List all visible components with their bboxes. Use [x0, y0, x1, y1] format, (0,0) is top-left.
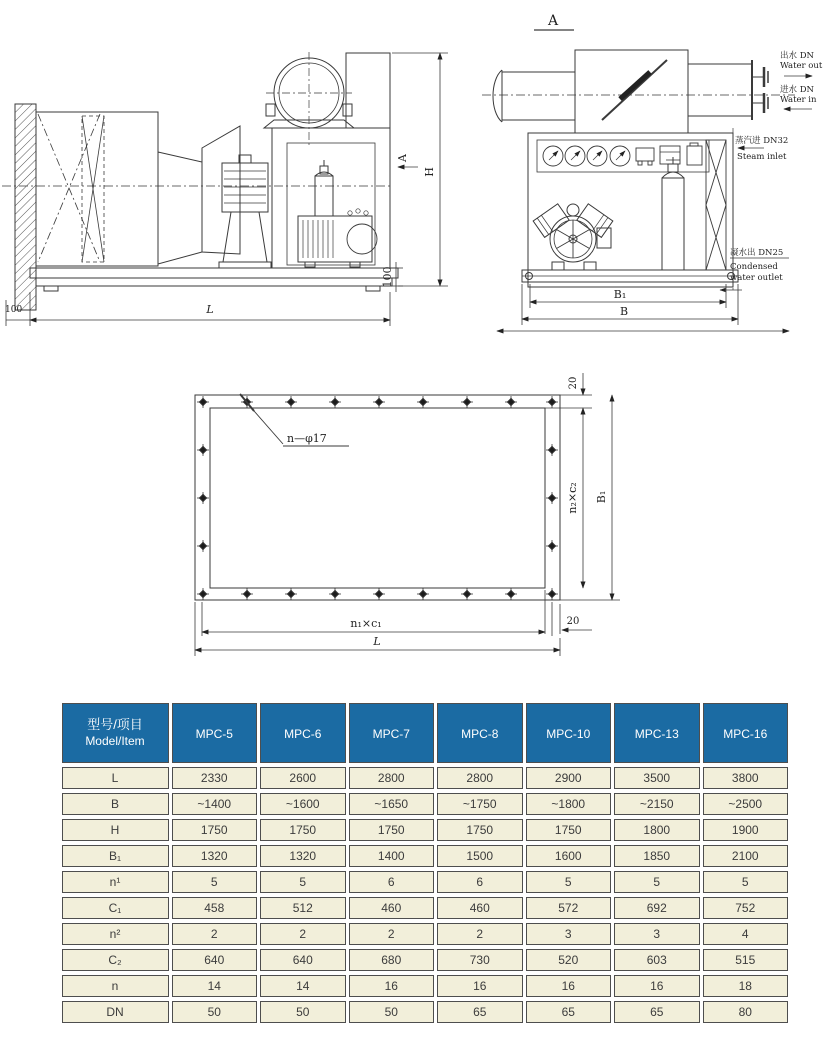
compressor-side — [298, 160, 377, 267]
fan-inlet — [264, 52, 354, 146]
table-cell: 2800 — [437, 767, 523, 789]
dim-B-label: B — [619, 305, 629, 318]
dim-n1c1: n₁×c₁ — [350, 617, 382, 630]
table-row — [60, 1001, 794, 1023]
table-cell: 1750 — [260, 819, 346, 841]
spec-table — [60, 703, 794, 1027]
table-cell: 2 — [349, 923, 435, 945]
table-cell: 5 — [172, 871, 258, 893]
table-cell: 5 — [260, 871, 346, 893]
dim-n2c2: n₂×c₂ — [566, 482, 579, 514]
header-model-item — [62, 703, 169, 763]
transition-duct — [158, 152, 202, 264]
table-cell: ~2500 — [703, 793, 789, 815]
receiver-tank — [662, 157, 684, 270]
row-label: C₂ — [62, 949, 169, 971]
table-cell: 458 — [172, 897, 258, 919]
table-cell: 14 — [172, 975, 258, 997]
table-cell: 512 — [260, 897, 346, 919]
section-a-drawing — [482, 13, 823, 331]
table-cell: 3 — [614, 923, 700, 945]
table-cell: ~1400 — [172, 793, 258, 815]
water-in-cn: 进水 DN — [780, 85, 814, 95]
table-cell: 2 — [437, 923, 523, 945]
dim-L: L — [373, 635, 381, 648]
row-label: n¹ — [62, 871, 169, 893]
dim-L-label: L — [206, 303, 214, 316]
flange-dimensions — [195, 373, 620, 656]
dim-B1: B₁ — [595, 490, 608, 504]
section-arrow-label: A — [396, 154, 409, 162]
fan-scroll — [202, 126, 240, 254]
header-model: MPC-13 — [614, 703, 700, 763]
table-cell: ~1750 — [437, 793, 523, 815]
table-row — [60, 793, 794, 815]
table-cell: 1750 — [526, 819, 612, 841]
table-cell: 1320 — [172, 845, 258, 867]
table-cell: 1900 — [703, 819, 789, 841]
base-frame — [30, 268, 398, 291]
table-cell: 1600 — [526, 845, 612, 867]
table-cell: 520 — [526, 949, 612, 971]
table-cell: ~1600 — [260, 793, 346, 815]
table-cell: ~1650 — [349, 793, 435, 815]
steam-cn: 蒸汽进 DN32 — [735, 136, 789, 146]
table-cell: 2 — [172, 923, 258, 945]
table-cell: 16 — [614, 975, 700, 997]
condensed-en1: Condensed — [730, 262, 778, 272]
header-en: Model/Item — [85, 734, 145, 748]
table-cell: 730 — [437, 949, 523, 971]
water-in-en: Water in — [780, 95, 817, 105]
table-cell: 5 — [703, 871, 789, 893]
table-cell: 3 — [526, 923, 612, 945]
cabinet-base — [522, 270, 738, 282]
table-row — [60, 949, 794, 971]
hole-label: n—φ17 — [287, 432, 327, 445]
table-cell: 2100 — [703, 845, 789, 867]
row-label: n² — [62, 923, 169, 945]
header-cn: 型号/项目 — [87, 717, 143, 732]
table-cell: 50 — [260, 1001, 346, 1023]
table-cell: 3800 — [703, 767, 789, 789]
table-row — [60, 767, 794, 789]
dim-H-label: H — [423, 167, 436, 177]
dim-100-right-label: 100 — [381, 266, 394, 288]
table-cell: 14 — [260, 975, 346, 997]
table-cell: 603 — [614, 949, 700, 971]
table-cell: 460 — [349, 897, 435, 919]
table-cell: 1750 — [172, 819, 258, 841]
table-cell: 2600 — [260, 767, 346, 789]
table-row — [60, 819, 794, 841]
condensed-en2: water outlet — [730, 273, 783, 283]
table-cell: 6 — [349, 871, 435, 893]
table-cell: 460 — [437, 897, 523, 919]
fan-motor — [219, 155, 271, 268]
header-model: MPC-5 — [172, 703, 258, 763]
compressor-front — [533, 204, 613, 270]
table-cell: 1500 — [437, 845, 523, 867]
table-cell: 680 — [349, 949, 435, 971]
table-row — [60, 923, 794, 945]
table-cell: 2330 — [172, 767, 258, 789]
row-label: DN — [62, 1001, 169, 1023]
dim-right-20: 20 — [566, 616, 580, 627]
table-cell: 2800 — [349, 767, 435, 789]
table-cell: 2900 — [526, 767, 612, 789]
table-cell: 5 — [614, 871, 700, 893]
water-out-en: Water out — [780, 61, 823, 71]
row-label: C₁ — [62, 897, 169, 919]
table-cell: 65 — [526, 1001, 612, 1023]
table-cell: 65 — [437, 1001, 523, 1023]
table-cell: 5 — [526, 871, 612, 893]
coil-section — [36, 112, 158, 266]
dim-100-left-label: 100 — [5, 305, 23, 315]
table-cell: 18 — [703, 975, 789, 997]
section-dimensions — [497, 284, 789, 331]
table-cell: 4 — [703, 923, 789, 945]
table-cell: 1800 — [614, 819, 700, 841]
table-cell: 640 — [172, 949, 258, 971]
heat-exchanger — [493, 50, 768, 133]
table-cell: 1850 — [614, 845, 700, 867]
row-label: n — [62, 975, 169, 997]
table-cell: 50 — [172, 1001, 258, 1023]
steam-en: Steam inlet — [737, 152, 787, 162]
pressure-gauges — [543, 143, 702, 166]
dim-top-20: 20 — [568, 376, 579, 390]
table-cell: 50 — [349, 1001, 435, 1023]
table-cell: 65 — [614, 1001, 700, 1023]
table-cell: 752 — [703, 897, 789, 919]
water-out-cn: 出水 DN — [780, 51, 814, 61]
flange-drawing — [195, 373, 620, 656]
header-model: MPC-8 — [437, 703, 523, 763]
condensed-cn: 凝水出 DN25 — [730, 248, 784, 258]
table-cell: 80 — [703, 1001, 789, 1023]
duct-flange — [15, 104, 36, 310]
table-cell: 16 — [349, 975, 435, 997]
row-label: B — [62, 793, 169, 815]
header-model: MPC-7 — [349, 703, 435, 763]
side-view-drawing — [2, 52, 448, 326]
table-cell: 515 — [703, 949, 789, 971]
table-cell: 16 — [437, 975, 523, 997]
table-cell: 6 — [437, 871, 523, 893]
table-cell: 2 — [260, 923, 346, 945]
casing-top — [346, 53, 390, 128]
table-cell: 692 — [614, 897, 700, 919]
header-model: MPC-6 — [260, 703, 346, 763]
header-model: MPC-10 — [526, 703, 612, 763]
dim-B1-label: B₁ — [613, 288, 627, 301]
table-cell: 1320 — [260, 845, 346, 867]
table-cell: 3500 — [614, 767, 700, 789]
table-cell: ~2150 — [614, 793, 700, 815]
table-row — [60, 845, 794, 867]
table-cell: 16 — [526, 975, 612, 997]
header-model: MPC-16 — [703, 703, 789, 763]
table-row — [60, 897, 794, 919]
table-cell: ~1800 — [526, 793, 612, 815]
table-cell: 1400 — [349, 845, 435, 867]
table-row — [60, 871, 794, 893]
table-cell: 1750 — [437, 819, 523, 841]
row-label: L — [62, 767, 169, 789]
row-label: H — [62, 819, 169, 841]
table-row — [60, 975, 794, 997]
table-cell: 640 — [260, 949, 346, 971]
table-header-row — [60, 703, 794, 763]
view-a-title: A — [548, 13, 559, 29]
table-cell: 572 — [526, 897, 612, 919]
table-cell: 1750 — [349, 819, 435, 841]
spec-table-body — [60, 767, 794, 1023]
row-label: B₁ — [62, 845, 169, 867]
